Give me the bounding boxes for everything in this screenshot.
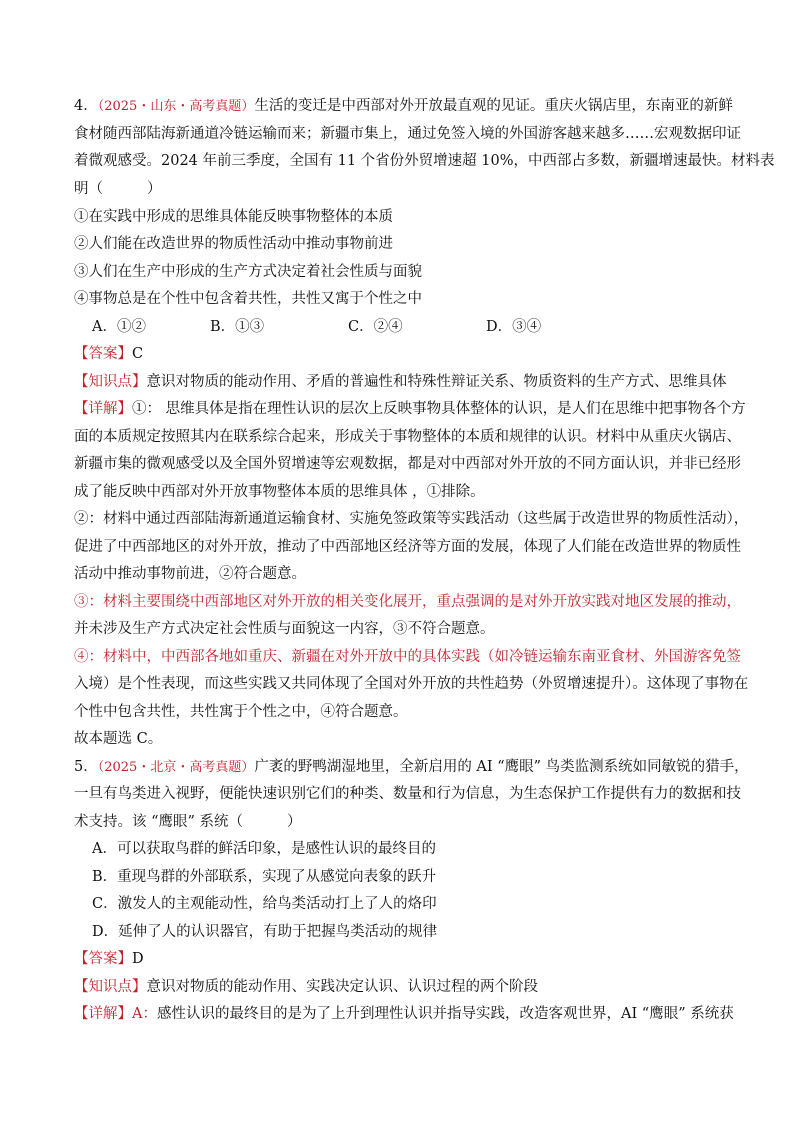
q4-detail-line-4: 成了能反映中西部对外开放事物整体本质的思维具体 ，①排除。 xyxy=(74,484,485,500)
knowledge-label: 【知识点】 xyxy=(74,979,147,995)
q4-detail-line-1: 【详解】①： 思维具体是指在理性认识的层次上反映事物具体整体的认识，是人们在思维中把事物各个方 xyxy=(74,401,746,417)
q4-item-1: ①在实践中形成的思维具体能反映事物整体的本质 xyxy=(74,209,393,225)
q5-number: 5． xyxy=(74,759,98,775)
q4-knowledge-point: 【知识点】意识对物质的能动作用、矛盾的普遍性和特殊性辩证关系、物质资料的生产方式、思维具体 xyxy=(74,374,727,390)
q4-item-4: ④事物总是在个性中包含着共性，共性又寓于个性之中 xyxy=(74,291,422,307)
q5-option-a: A．可以获取鸟群的鲜活印象，是感性认识的最终目的 xyxy=(92,841,436,857)
q4-stem-line-1: 4．（2025・山东・高考真题）生活的变迁是中西部对外开放最直观的见证。重庆火锅店里，东南亚的新鲜 xyxy=(74,98,733,114)
q4-detail-2-line-2: 促进了中西部地区的对外开放，推动了中西部地区经济等方面的发展，体现了人们能在改造世界的物质性 xyxy=(74,539,741,555)
q4-stem-line-3: 着微观感受。2024 年前三季度，全国有 11 个省份外贸增速超 10%，中西部占多数，新疆增速最快。材料表 xyxy=(74,153,775,169)
q4-conclusion: 故本题选 C。 xyxy=(74,731,163,747)
answer-label: 【答案】 xyxy=(74,951,132,967)
q5-detail-line-1: 【详解】A：感性认识的最终目的是为了上升到理性认识并指导实践，改造客观世界，AI “鹰眼” 系统获 xyxy=(74,1006,734,1022)
q4-stem-line-4: 明（ ） xyxy=(74,181,162,197)
q5-stem-line-2: 一旦有鸟类进入视野，便能快速识别它们的种类、数量和行为信息，为生态保护工作提供有力的数据和技 xyxy=(74,786,741,802)
knowledge-label: 【知识点】 xyxy=(74,374,147,390)
q5-knowledge-point: 【知识点】意识对物质的能动作用、实践决定认识、认识过程的两个阶段 xyxy=(74,979,538,995)
q4-detail-line-3: 新疆市集的微观感受以及全国外贸增速等宏观数据，都是对中西部对外开放的不同方面认识，并非已经形 xyxy=(74,456,741,472)
q5-option-c: C．激发人的主观能动性，给鸟类活动打上了人的烙印 xyxy=(92,896,437,912)
q4-detail-3-line-1: ③：材料主要围绕中西部地区对外开放的相关变化展开，重点强调的是对外开放实践对地区发展的推动， xyxy=(74,594,741,610)
q5-stem-line-1: 5．（2025・北京・高考真题）广袤的野鸭湖湿地里，全新启用的 AI “鹰眼” 鸟类监测系统如同敏锐的猎手， xyxy=(74,759,749,775)
q4-number: 4． xyxy=(74,98,98,114)
q4-option-d: D．③④ xyxy=(486,319,542,335)
answer-value: D xyxy=(132,951,144,967)
answer-label: 【答案】 xyxy=(74,346,132,362)
q5-option-d: D．延伸了人的认识器官，有助于把握鸟类活动的规律 xyxy=(92,924,438,940)
q4-option-c: C．②④ xyxy=(348,319,403,335)
q4-item-3: ③人们在生产中形成的生产方式决定着社会性质与面貌 xyxy=(74,264,422,280)
q5-answer xyxy=(74,949,144,969)
q4-detail-line-2: 面的本质规定按照其内在联系综合起来，形成关于事物整体的本质和规律的认识。材料中从重庆火锅店、 xyxy=(74,429,741,445)
q4-detail-2-line-1: ②：材料中通过西部陆海新通道运输食材、实施免签政策等实践活动（这些属于改造世界的物质性活动）， xyxy=(74,511,749,527)
q4-item-2: ②人们能在改造世界的物质性活动中推动事物前进 xyxy=(74,236,393,252)
answer-value: C xyxy=(132,346,144,362)
q4-detail-4-line-3: 个性中包含共性，共性寓于个性之中，④符合题意。 xyxy=(74,704,408,720)
q4-detail-4-line-1: ④：材料中，中西部各地如重庆、新疆在对外开放中的具体实践（如冷链运输东南亚食材、外国游客免签 xyxy=(74,649,741,665)
detail-label: 【详解】 xyxy=(74,1006,132,1022)
q5-option-b: B．重现鸟群的外部联系，实现了从感觉向表象的跃升 xyxy=(92,869,437,885)
q4-option-a: A．①② xyxy=(92,319,146,335)
detail-label: 【详解】 xyxy=(74,401,132,417)
q4-option-b: B．①③ xyxy=(210,319,265,335)
q5-stem-line-3: 术支持。该 “鹰眼” 系统（ ） xyxy=(74,814,302,830)
q4-source: （2025・山东・高考真题） xyxy=(97,99,255,114)
q4-answer xyxy=(74,344,143,364)
q5-source: （2025・北京・高考真题） xyxy=(97,760,255,775)
q4-detail-3-line-2: 并未涉及生产方式决定社会性质与面貌这一内容，③不符合题意。 xyxy=(74,621,495,637)
q4-detail-4-line-2: 入境）是个性表现，而这些实践又共同体现了全国对外开放的共性趋势（外贸增速提升）。这体现了事物在 xyxy=(74,676,749,692)
q4-detail-2-line-3: 活动中推动事物前进，②符合题意。 xyxy=(74,566,306,582)
q4-stem-line-2: 食材随西部陆海新通道冷链运输而来；新疆市集上，通过免签入境的外国游客越来越多……宏观数据印证 xyxy=(74,126,741,142)
